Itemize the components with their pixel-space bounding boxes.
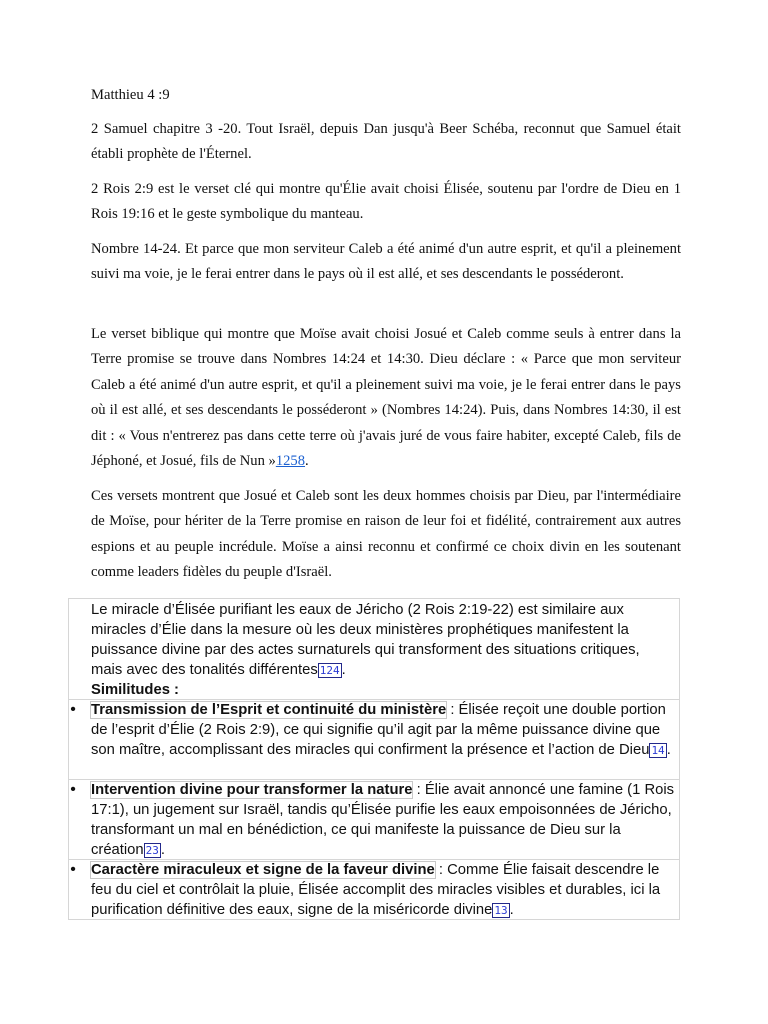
paragraph-body: Le verset biblique qui montre que Moïse avait choisi Josué et Caleb comme seuls à entrer dans la Terre promise se trouve dans Nombres 14:24 et 14:30. Dieu déclare : « Parce que mon serviteur Caleb a été animé d'un autre esprit, et qu'il a pleinement suivi ma voie, je le ferai entrer dans le pays où il est allé, et ses descendants le posséderont » (Nombres 14:24). Puis, dans Nombres 14:30, il est dit : « Vous n'entrerez pas dans cette terre où j'avais juré de vous faire habiter, excepté Caleb, fils de Jéphoné, et Josué, fils de Nun » [91,326,681,470]
paragraph-matthieu [91,83,681,108]
period: . [509,902,514,918]
item-title: Transmission de l’Esprit et continuité du ministère [91,702,447,718]
reference-14[interactable]: 14 [651,744,665,757]
item-title: Intervention divine pour transformer la nature [91,782,413,798]
reference-124[interactable]: 124 [319,664,340,677]
box-intro [91,600,661,680]
item-title: Caractère miraculeux et signe de la faveur divine [91,862,435,878]
bullet: • [70,781,76,798]
similitudes-box [68,598,680,920]
paragraph-text: 2 Rois 2:9 est le verset clé qui montre qu'Élie avait choisi Élisée, soutenu par l'ordre de Dieu en 1 Rois 19:16 et le geste symbolique du manteau. [91,181,681,223]
list-item-intervention [70,780,675,860]
paragraph-samuel [91,117,681,168]
paragraph-text [91,322,681,474]
paragraph-text: Nombre 14-24. Et parce que mon serviteur Caleb a été animé d'un autre esprit, et qu'il a pleinement suivi ma voie, je le ferai entrer dans le pays où il est allé, et ses descendants le posséderont. [91,241,681,283]
paragraph-nombre [91,237,681,288]
paragraph-conclusion [91,484,681,586]
item-text: : Élie avait annoncé une famine (1 Rois 17:1), un jugement sur Israël, tandis qu’Élisée purifie les eaux empoisonnées de Jéricho, transformant un mal en bénédiction, ce qui manifeste la puissance de Dieu sur la création [91,782,675,858]
paragraph-text: 2 Samuel chapitre 3 -20. Tout Israël, depuis Dan jusqu'à Beer Schéba, reconnut que Samuel était établi prophète de l'Éternel. [91,121,681,163]
period: . [160,842,166,858]
list-item-transmission [70,700,675,760]
bullet: • [70,701,76,718]
bullet: • [70,861,76,878]
box-intro-text: Le miracle d’Élisée purifiant les eaux de Jéricho (2 Rois 2:19-22) est similaire aux miracles d’Élie dans la mesure où les deux ministères prophétiques manifestent la puissance divine par des actes surnaturels qui transforment des situations critiques, mais avec des tonalités différentes [91,602,640,678]
footnote-link-1258[interactable]: 1258 [275,453,306,470]
item-text: : Élisée reçoit une double portion de l’esprit d’Élie (2 Rois 2:9), ce qui signifie qu’il agit par la même puissance divine que son maître, accomplissant des miracles qui confirment la présence et l’action de Dieu [91,702,666,758]
period: . [341,662,346,678]
reference-23[interactable]: 23 [145,844,159,857]
period: . [666,742,671,758]
paragraph-rois [91,177,681,228]
paragraph-text: Matthieu 4 :9 [91,87,170,103]
paragraph-end: . [305,453,309,470]
item-text: : Comme Élie faisait descendre le feu du ciel et contrôlait la pluie, Élisée accomplit des miracles visibles et durables, ici la purification définitive des eaux, signe de la miséricorde divine [91,862,661,918]
paragraph-moise-josue [91,322,681,474]
list-item-caractere [70,860,675,920]
reference-13[interactable]: 13 [494,904,508,917]
similitudes-heading: Similitudes : [91,682,179,698]
paragraph-text: Ces versets montrent que Josué et Caleb sont les deux hommes choisis par Dieu, par l'intermédiaire de Moïse, pour hériter de la Terre promise en raison de leur foi et fidélité, contrairement aux autres espions et au peuple incrédule. Moïse a ainsi reconnu et confirmé ce choix divin en les soutenant comme leaders fidèles du peuple d'Israël. [91,488,681,581]
